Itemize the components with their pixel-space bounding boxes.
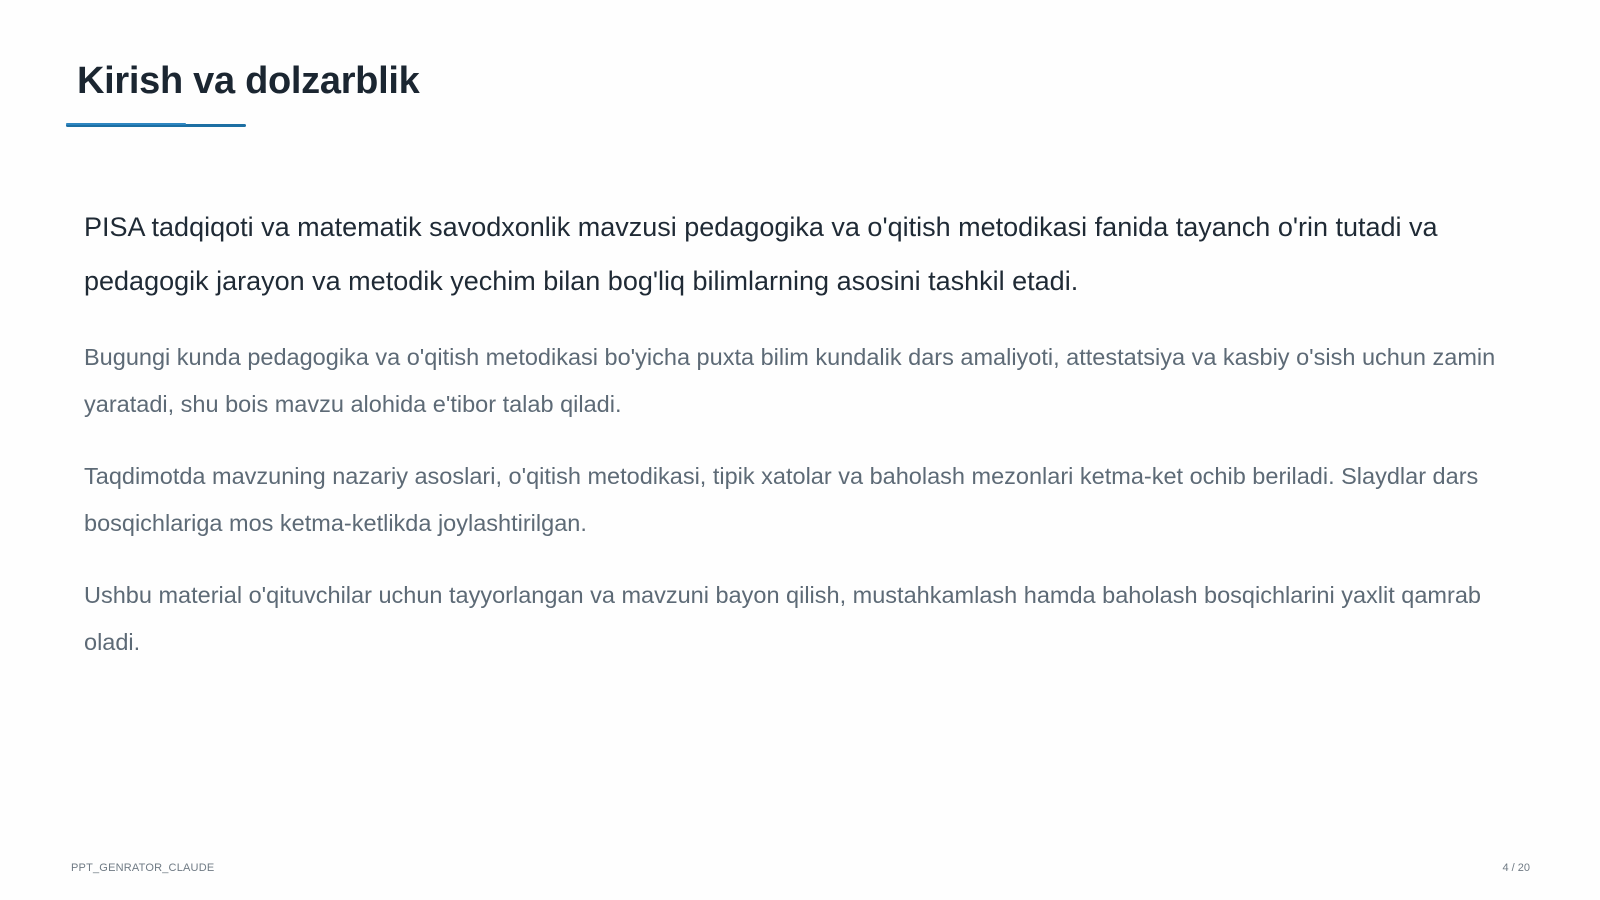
body-paragraph-3: Ushbu material o'qituvchilar uchun tayyorlangan va mavzuni bayon qilish, mustahkamlash hamda baholash bosqichlarini yaxlit qamrab oladi. [84,582,1481,655]
body-paragraph-2: Taqdimotda mavzuning nazariy asoslari, o'qitish metodikasi, tipik xatolar va baholash mezonlari ketma-ket ochib beriladi. Slaydlar dars bosqichlariga mos ketma-ketlikda joylashtirilgan. [84,463,1479,536]
title-underline [66,123,246,127]
slide-title: Kirish va dolzarblik [77,60,420,102]
lead-paragraph: PISA tadqiqoti va matematik savodxonlik mavzusi pedagogika va o'qitish metodikasi fanida tayanch o'rin tutadi va pedagogik jarayon va metodik yechim bilan bog'liq bilimlarning asosini tashkil etadi. [84,212,1438,296]
page-number: 4 / 20 [1502,862,1530,874]
title-underline-accent [66,123,186,125]
footer-brand: PPT_GENRATOR_CLAUDE [71,862,215,874]
body-paragraph-1: Bugungi kunda pedagogika va o'qitish metodikasi bo'yicha puxta bilim kundalik dars amaliyoti, attestatsiya va kasbiy o'sish uchun zamin yaratadi, shu bois mavzu alohida e'tibor talab qiladi. [84,344,1496,417]
slide-content [84,200,1524,691]
